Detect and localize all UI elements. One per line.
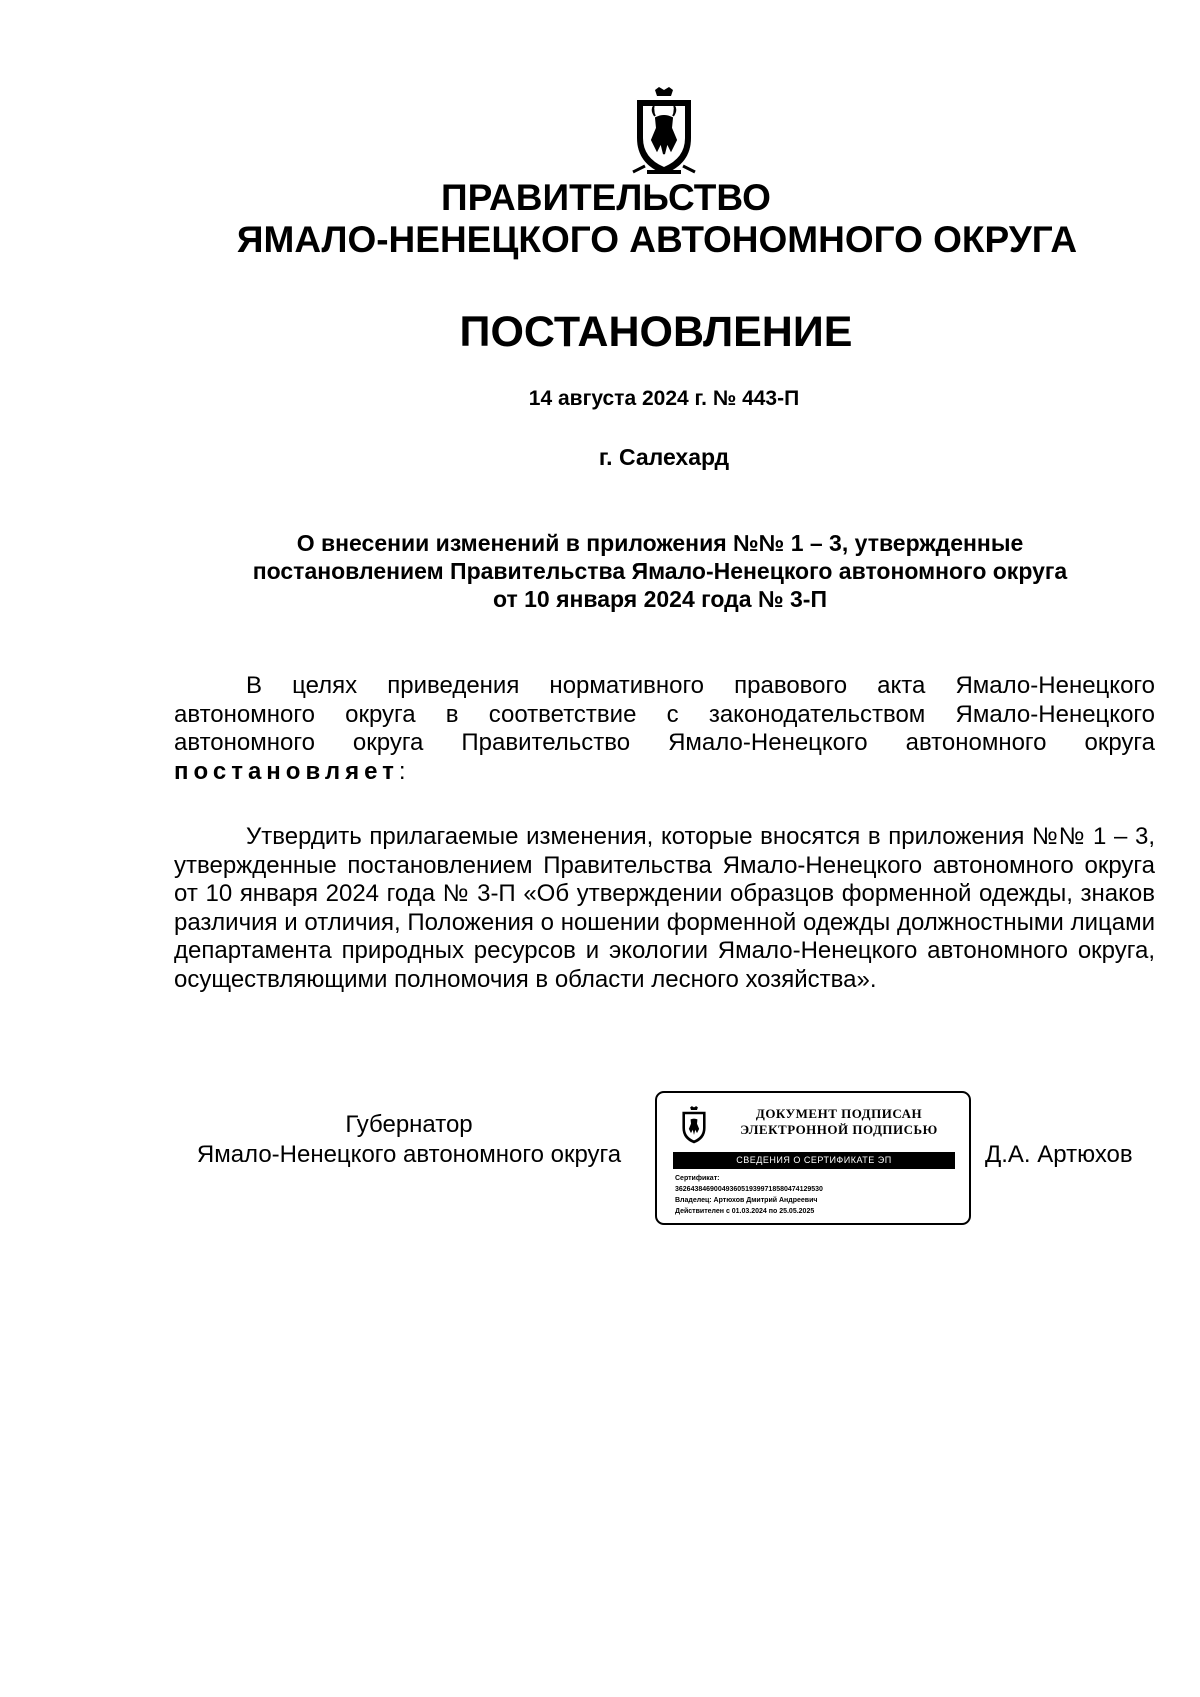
document-date-number: 14 августа 2024 г. № 443-П (528, 387, 800, 410)
signatory-title (170, 1110, 648, 1170)
stamp-heading (719, 1106, 959, 1138)
subject-line2: постановлением Правительства Ямало-Ненецкого автономного округа (252, 558, 1068, 584)
government-name-line2: ЯМАЛО-НЕНЕЦКОГО АВТОНОМНОГО ОКРУГА (236, 219, 1078, 260)
body-paragraph-1 (174, 672, 1155, 786)
stamp-heading-line2: ЭЛЕКТРОННОЙ ПОДПИСЬЮ (740, 1122, 938, 1137)
stamp-heading-line1: ДОКУМЕНТ ПОДПИСАН (755, 1106, 923, 1121)
subject-line1: О внесении изменений в приложения №№ 1 – 3, утвержденные (296, 530, 1024, 556)
government-name-line1: ПРАВИТЕЛЬСТВО (441, 177, 771, 218)
stamp-certificate-bar: СВЕДЕНИЯ О СЕРТИФИКАТЕ ЭП (673, 1152, 955, 1169)
electronic-signature-stamp (655, 1091, 971, 1225)
document-type: ПОСТАНОВЛЕНИЕ (459, 308, 853, 356)
para1-decree-word: постановляет (174, 757, 399, 785)
body-paragraph-2: Утвердить прилагаемые изменения, которые вносятся в приложения №№ 1 – 3, утвержденные постановлением Правительства Ямало-Ненецкого автономного округа от 10 января 2024 года № 3-П «Об утверждении образцов форменной одежды, знаков различия и отличия, Положения о ношении форменной одежды должностными лицами департамента природных ресурсов и экологии Ямало-Ненецкого автономного округа, осуществляющими полномочия в области лесного хозяйства». (174, 823, 1155, 993)
stamp-cert-value: 36264384690049360519399718580474129530 (675, 1186, 823, 1193)
signatory-name: Д.А. Артюхов (985, 1141, 1133, 1168)
stamp-validity: Действителен с 01.03.2024 по 25.05.2025 (675, 1208, 815, 1215)
stamp-certificate-details (675, 1173, 965, 1217)
stamp-cert-label: Сертификат: (675, 1175, 720, 1182)
signatory-title-line2: Ямало-Ненецкого автономного округа (196, 1141, 622, 1168)
yamal-coat-of-arms-icon (679, 1105, 709, 1145)
subject-line3: от 10 января 2024 года № 3-П (493, 586, 827, 612)
document-subject (120, 529, 1200, 613)
document-city: г. Салехард (598, 444, 730, 470)
para1-end: : (398, 757, 406, 785)
yamal-coat-of-arms-icon (629, 86, 699, 176)
para1-text: В целях приведения нормативного правового акта Ямало-Ненецкого автономного округа в соответствие с законодательством Ямало-Ненецкого автономного округа Правительство Ямало-Ненецкого автономного округа (174, 672, 1155, 757)
stamp-owner: Владелец: Артюхов Дмитрий Андреевич (675, 1197, 818, 1204)
signatory-title-line1: Губернатор (345, 1111, 473, 1138)
